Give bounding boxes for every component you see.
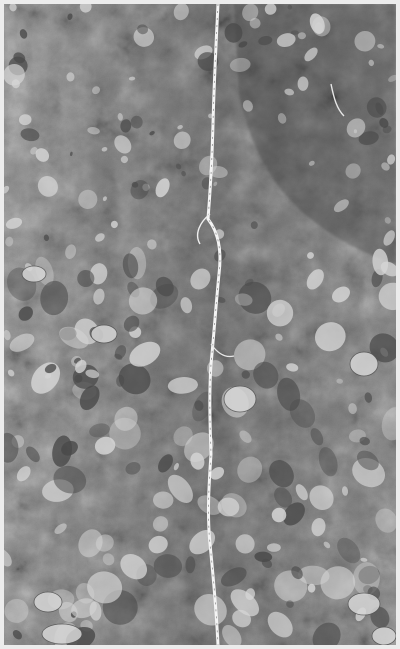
cobble — [34, 592, 62, 612]
cobble — [348, 593, 380, 615]
cobble — [22, 266, 46, 282]
stone — [267, 543, 281, 552]
cobble — [372, 627, 396, 645]
cobble — [91, 325, 117, 343]
cobble — [224, 386, 256, 412]
stone — [291, 30, 299, 34]
cobble — [350, 352, 378, 376]
cobble — [42, 624, 82, 644]
soil-profile-photo — [4, 4, 396, 645]
soil-profile-drawing — [4, 4, 396, 645]
